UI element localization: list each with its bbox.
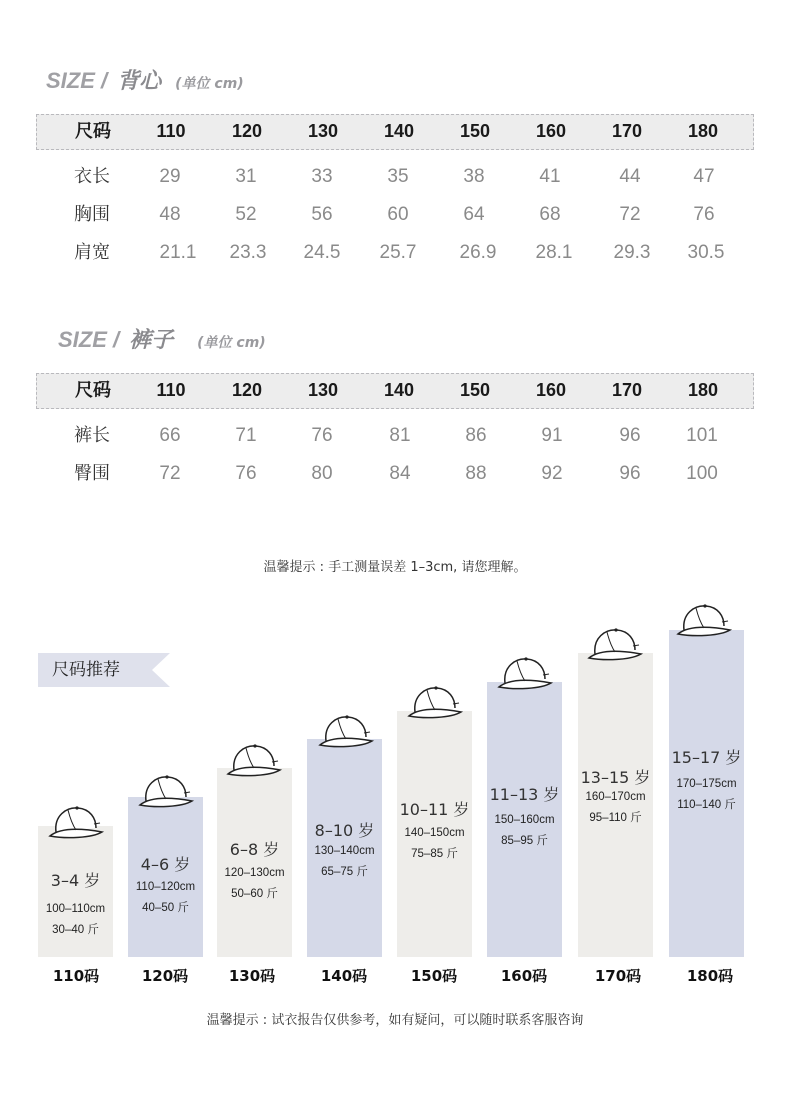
- size-label-110: 110码: [52, 967, 100, 985]
- table-cell: 96: [619, 463, 641, 484]
- table-row: [36, 238, 754, 268]
- table-cell: 48: [159, 204, 181, 225]
- size-bar-140: [307, 739, 382, 957]
- pants-title-size: SIZE /: [58, 327, 120, 352]
- size-bar-180: [669, 630, 744, 957]
- table-cell: 31: [235, 166, 257, 187]
- table-cell: 101: [686, 425, 718, 446]
- table-row: [36, 200, 754, 230]
- bar-weight-range: 95–110 斤: [589, 812, 642, 824]
- pants-header-cell: 110: [156, 380, 186, 400]
- size-bar-160: [487, 682, 562, 957]
- table-cell: 28.1: [535, 242, 573, 263]
- cap-icon: [585, 624, 645, 664]
- pants-title: [58, 323, 266, 354]
- size-bar-110: [38, 826, 113, 957]
- size-label-120: 120码: [141, 967, 189, 985]
- vest-header-cell: 180: [687, 121, 719, 141]
- bar-age: 13–15 岁: [580, 768, 651, 787]
- pants-header-cell: 140: [383, 380, 415, 400]
- bar-weight-range: 50–60 斤: [231, 888, 278, 900]
- vest-header-cell: 160: [535, 121, 567, 141]
- table-cell: 29.3: [613, 242, 651, 263]
- bar-weight-range: 110–140 斤: [677, 799, 736, 811]
- table-cell: 68: [539, 204, 561, 225]
- pants-header-cell: 160: [535, 380, 567, 400]
- table-cell: 35: [387, 166, 409, 187]
- size-bar-120: [128, 797, 203, 957]
- table-cell: 60: [387, 204, 409, 225]
- size-label-150: 150码: [410, 967, 458, 985]
- vest-header-cell: 120: [231, 121, 263, 141]
- bar-height-range: 130–140cm: [314, 845, 375, 857]
- bar-age: 15–17 岁: [671, 748, 742, 767]
- table-cell: 80: [311, 463, 333, 484]
- table-cell: 25.7: [379, 242, 417, 263]
- cap-icon: [136, 771, 196, 811]
- table-cell: 76: [311, 425, 333, 446]
- table-cell: 52: [235, 204, 257, 225]
- row-label: 衣长: [74, 166, 110, 187]
- bar-age: 11–13 岁: [489, 785, 560, 804]
- row-label: 肩宽: [74, 242, 110, 263]
- vest-title-cn: 背心: [117, 69, 162, 94]
- size-label-140: 140码: [320, 967, 368, 985]
- table-cell: 96: [619, 425, 641, 446]
- table-cell: 100: [686, 463, 718, 484]
- size-label-180: 180码: [686, 967, 734, 985]
- cap-icon: [674, 600, 734, 640]
- size-label-160: 160码: [500, 967, 548, 985]
- bar-age: 10–11 岁: [399, 800, 470, 819]
- bar-weight-range: 65–75 斤: [321, 866, 368, 878]
- vest-header-cell: 110: [156, 121, 186, 141]
- table-cell: 38: [463, 166, 485, 187]
- table-row: [36, 459, 754, 489]
- table-cell: 86: [465, 425, 487, 446]
- bar-height-range: 170–175cm: [676, 778, 737, 790]
- pants-header-cell: 170: [611, 380, 643, 400]
- table-cell: 64: [463, 204, 485, 225]
- cap-icon: [316, 711, 376, 751]
- table-cell: 76: [235, 463, 257, 484]
- pants-header-cell: 150: [459, 380, 491, 400]
- size-bar-170: [578, 653, 653, 957]
- bar-height-range: 110–120cm: [135, 881, 196, 893]
- vest-title-unit: (单位 cm): [175, 76, 244, 92]
- vest-header-cell: 尺码: [75, 121, 111, 142]
- table-cell: 88: [465, 463, 487, 484]
- size-label-130: 130码: [228, 967, 276, 985]
- bar-weight-range: 75–85 斤: [411, 848, 458, 860]
- table-cell: 23.3: [229, 242, 267, 263]
- vest-header-cell: 130: [307, 121, 339, 141]
- size-bar-150: [397, 711, 472, 957]
- table-row: [36, 162, 754, 192]
- size-bar-130: [217, 768, 292, 957]
- table-cell: 91: [541, 425, 563, 446]
- vest-header-cell: 140: [383, 121, 415, 141]
- measure-note: 温馨提示 : 手工测量误差 1–3cm, 请您理解。: [263, 560, 527, 575]
- table-row: [36, 421, 754, 451]
- row-label: 胸围: [74, 204, 110, 225]
- vest-header-cell: 170: [611, 121, 643, 141]
- vest-header-row: [36, 114, 754, 150]
- bar-weight-range: 85–95 斤: [501, 835, 548, 847]
- table-cell: 29: [159, 166, 181, 187]
- size-label-170: 170码: [594, 967, 642, 985]
- row-label: 臀围: [74, 463, 110, 484]
- table-cell: 47: [693, 166, 715, 187]
- cap-icon: [405, 682, 465, 722]
- table-cell: 72: [159, 463, 181, 484]
- bar-height-range: 100–110cm: [45, 903, 106, 915]
- pants-title-unit: (单位 cm): [197, 335, 266, 351]
- pants-header-cell: 180: [687, 380, 719, 400]
- bar-weight-range: 30–40 斤: [52, 924, 99, 936]
- pants-title-cn: 裤子: [129, 328, 174, 353]
- bar-height-range: 120–130cm: [224, 867, 285, 879]
- table-cell: 92: [541, 463, 563, 484]
- vest-title-size: SIZE /: [46, 68, 108, 93]
- vest-header-cell: 150: [459, 121, 491, 141]
- table-cell: 26.9: [459, 242, 497, 263]
- cap-icon: [46, 802, 106, 842]
- table-cell: 81: [389, 425, 411, 446]
- bar-height-range: 160–170cm: [585, 791, 646, 803]
- table-cell: 33: [311, 166, 333, 187]
- bar-height-range: 140–150cm: [404, 827, 465, 839]
- size-recommend-title: 尺码推荐: [52, 660, 120, 680]
- pants-header-cell: 120: [231, 380, 263, 400]
- table-cell: 56: [311, 204, 333, 225]
- row-label: 裤长: [74, 425, 110, 446]
- cap-icon: [224, 740, 284, 780]
- bar-age: 6–8 岁: [229, 840, 280, 859]
- table-cell: 44: [619, 166, 641, 187]
- bar-height-range: 150–160cm: [494, 814, 555, 826]
- table-cell: 71: [235, 425, 257, 446]
- vest-title: [46, 64, 244, 95]
- bar-age: 3–4 岁: [50, 871, 101, 890]
- table-cell: 24.5: [303, 242, 341, 263]
- pants-header-row: [36, 373, 754, 409]
- bar-age: 4–6 岁: [140, 855, 191, 874]
- table-cell: 41: [539, 166, 561, 187]
- table-cell: 66: [159, 425, 181, 446]
- table-cell: 76: [693, 204, 715, 225]
- pants-header-cell: 130: [307, 380, 339, 400]
- bar-weight-range: 40–50 斤: [142, 902, 189, 914]
- table-cell: 84: [389, 463, 411, 484]
- bar-age: 8–10 岁: [314, 821, 375, 840]
- table-cell: 21.1: [159, 242, 197, 263]
- table-cell: 72: [619, 204, 641, 225]
- cap-icon: [495, 653, 555, 693]
- pants-header-cell: 尺码: [75, 380, 111, 401]
- size-recommend-banner: [38, 653, 170, 687]
- report-note: 温馨提示 : 试衣报告仅供参考，如有疑问，可以随时联系客服咨询: [206, 1013, 584, 1028]
- table-cell: 30.5: [687, 242, 725, 263]
